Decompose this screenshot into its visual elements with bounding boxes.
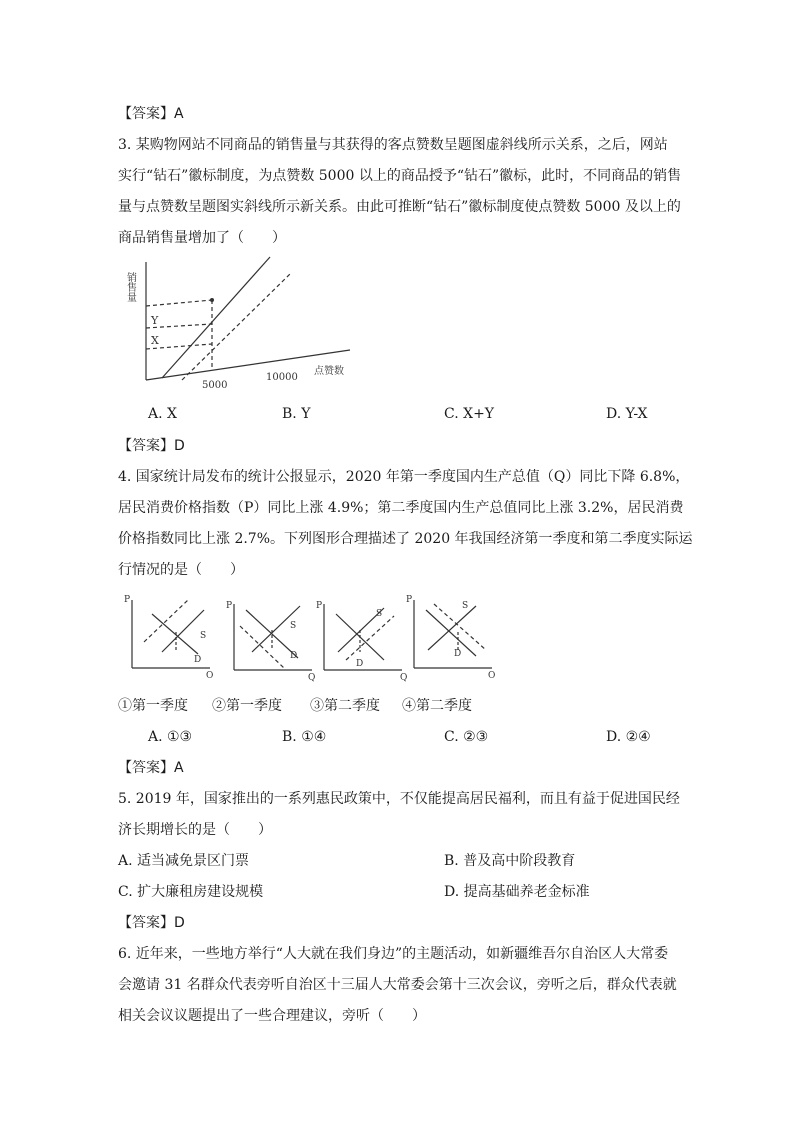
q4-caption-1: ①第一季度	[118, 698, 188, 714]
q4-line-3: 价格指数同比上涨 2.7%。下列图形合理描述了 2020 年我国经济第一季度和第二季度实际运	[118, 531, 693, 547]
q4-g3-d-label: D	[356, 659, 364, 669]
q3-x-label: X	[151, 334, 159, 347]
q3-xlabel: 点赞数	[314, 366, 344, 377]
q4-g2-q-label: Q	[308, 673, 316, 682]
answer-prev: 【答案】A	[118, 106, 184, 122]
q3-point	[210, 298, 214, 302]
q5-line-2: 济长期增长的是（ ）	[118, 822, 272, 838]
q4-g4-demand	[426, 610, 476, 656]
q4-g1-supply	[162, 610, 207, 652]
q6-line-1: 6. 近年来，一些地方举行“人大就在我们身边”的主题活动，如新疆维吾尔自治区人大常委	[118, 946, 669, 962]
q4-g4-d-label: D	[454, 649, 462, 659]
q3-ylabel: 销售量	[124, 272, 136, 302]
answer-q5: 【答案】D	[118, 915, 185, 931]
q4-g4-q-label: Q	[488, 671, 496, 678]
q3-option-b: B. Y	[282, 406, 311, 422]
q3-line-4: 商品销售量增加了（ ）	[118, 230, 286, 246]
q4-option-b: B. ①④	[282, 729, 327, 745]
q4-graph-1	[122, 592, 214, 678]
q5-option-a: A. 适当减免景区门票	[118, 853, 250, 869]
q6-line-2: 会邀请 31 名群众代表旁听自治区十三届人大常委会第十三次会议，旁听之后，群众代表就	[118, 977, 677, 993]
q4-g2-s-label: S	[290, 621, 297, 631]
q4-g3-s-label: S	[376, 609, 383, 619]
q4-graph-4	[404, 592, 496, 678]
q4-line-2: 居民消费价格指数（P）同比上涨 4.9%；第二季度国内生产总值同比上涨 3.2%，居民消费	[118, 500, 684, 516]
q3-y-label: Y	[151, 314, 159, 327]
q4-g1-supply-new	[144, 600, 188, 642]
q5-option-d: D. 提高基础养老金标准	[444, 884, 590, 900]
q4-g3-q-label: Q	[400, 673, 408, 682]
q4-line-4: 行情况的是（ ）	[118, 562, 244, 578]
q3-option-c: C. X+Y	[444, 406, 495, 422]
answer-q3: 【答案】D	[118, 438, 185, 454]
q3-line-3: 量与点赞数呈题图实斜线所示新关系。由此可推断“钻石”徽标制度使点赞数 5000 及以上的	[118, 199, 681, 215]
q4-g1-demand	[152, 614, 198, 654]
q6-line-3: 相关会议议题提出了一些合理建议，旁听（ ）	[118, 1008, 426, 1024]
q4-g1-s-label: S	[200, 631, 207, 641]
q4-g2-d-label: D	[290, 651, 298, 661]
q5-line-1: 5. 2019 年，国家推出的一系列惠民政策中，不仅能提高居民福利，而且有益于促进国民经	[118, 791, 680, 807]
q4-g2-demand-new	[240, 626, 284, 668]
q4-g3-p-label: P	[316, 601, 323, 611]
q3-guide-top	[146, 300, 212, 306]
q3-line-2: 实行“钻石”徽标制度，为点赞数 5000 以上的商品授予“钻石”徽标，此时，不同商品的销售	[118, 168, 682, 184]
q4-option-d: D. ②④	[606, 729, 651, 745]
q4-graph-3	[316, 596, 408, 682]
q4-g1-d-label: D	[194, 655, 202, 665]
q3-tick-5000: 5000	[202, 380, 228, 391]
q3-dashed-line	[182, 274, 290, 380]
q4-caption-3: ③第二季度	[310, 698, 380, 714]
q5-option-c: C. 扩大廉租房建设规模	[118, 884, 264, 900]
q4-g4-p-label: P	[406, 595, 413, 605]
q4-g4-supply	[428, 606, 476, 650]
q4-option-a: A. ①③	[148, 729, 193, 745]
q4-g4-demand-new	[434, 604, 486, 650]
q4-graph-2	[226, 596, 316, 682]
q3-tick-10000: 10000	[266, 372, 298, 383]
answer-q4: 【答案】A	[118, 760, 184, 776]
q3-option-a: A. X	[148, 406, 177, 422]
q4-g1-p-label: P	[124, 595, 131, 605]
q4-option-c: C. ②③	[444, 729, 489, 745]
q4-line-1: 4. 国家统计局发布的统计公报显示，2020 年第一季度国内生产总值（Q）同比下降 6.8%，	[118, 469, 690, 485]
q3-line-1: 3. 某购物网站不同商品的销售量与其获得的客点赞数呈题图虚斜线所示关系，之后，网站	[118, 137, 668, 153]
q3-solid-line	[162, 257, 270, 378]
q4-g2-p-label: P	[226, 601, 233, 611]
q3-figure	[118, 252, 358, 392]
q4-caption-2: ②第一季度	[212, 698, 282, 714]
q4-g1-q-label: Q	[206, 671, 214, 678]
q3-option-d: D. Y-X	[606, 406, 648, 422]
q4-caption-4: ④第二季度	[402, 698, 472, 714]
q4-g4-s-label: S	[462, 601, 469, 611]
q5-option-b: B. 普及高中阶段教育	[444, 853, 576, 869]
